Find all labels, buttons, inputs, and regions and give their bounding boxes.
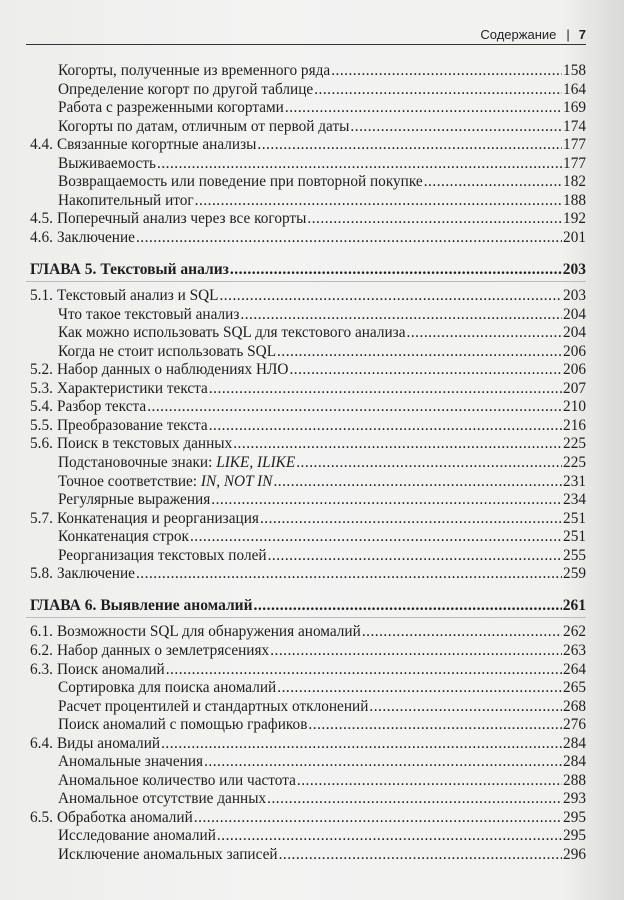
toc-page-number: 206 (563, 342, 586, 360)
toc-entry-number: 5.1. (30, 287, 53, 305)
toc-entry-title (58, 306, 239, 324)
toc-leader-dots (277, 343, 562, 361)
toc-entry (58, 155, 586, 173)
toc-leader-dots (407, 324, 563, 342)
toc-leader-dots (161, 735, 562, 753)
toc-entry-title-text: Текстовый анализ (100, 260, 229, 278)
toc-entry-title (58, 753, 203, 771)
toc-entry-title-text: Как можно использовать SQL для текстового анализа (58, 324, 406, 342)
toc-page-number: 262 (563, 623, 586, 641)
toc-entry-title-text: Набор данных о наблюдениях НЛО (56, 361, 289, 379)
toc-entry-number: 5.8. (30, 565, 53, 583)
toc-entry-title (58, 454, 295, 472)
toc-entry-number: 4.5. (30, 210, 53, 228)
toc-entry-title-text: Связанные когортные анализы (56, 136, 257, 154)
toc-entry-title (57, 435, 232, 453)
toc-leader-dots (257, 136, 562, 154)
toc-page-number: 251 (563, 509, 586, 527)
toc-entry-title-text: Поиск аномалий (56, 660, 165, 678)
toc-entry (58, 753, 586, 771)
toc-leader-dots (233, 435, 562, 453)
running-header (0, 0, 624, 46)
toc-entry (58, 62, 586, 80)
toc-entry (30, 510, 586, 528)
toc-page-number: 210 (563, 398, 586, 416)
toc-leader-dots (277, 679, 562, 697)
toc-page-number: 265 (563, 679, 586, 697)
toc-entry-title (58, 62, 330, 80)
toc-leader-dots (268, 547, 562, 565)
toc-entry-number: 6.1. (30, 623, 53, 641)
toc-entry (58, 192, 586, 210)
toc-entry-title (58, 528, 189, 546)
toc-page-number: 203 (563, 287, 586, 305)
toc-leader-dots (157, 155, 562, 173)
toc-entry-title (58, 81, 313, 99)
toc-entry-title (58, 790, 266, 808)
toc-leader-dots (279, 846, 562, 864)
toc-entry (58, 716, 586, 734)
toc-entry (30, 661, 586, 679)
toc-leader-dots (166, 661, 562, 679)
toc-leader-dots (424, 173, 562, 191)
toc-entry (30, 136, 586, 154)
toc-leader-dots (217, 827, 562, 845)
toc-page-number: 204 (563, 305, 586, 323)
toc-entry-title-text: Подстановочные знаки: (58, 454, 217, 471)
toc-page-number: 284 (563, 734, 586, 752)
toc-entry-title (58, 827, 216, 845)
toc-leader-dots (240, 306, 562, 324)
toc-leader-dots (270, 642, 562, 660)
toc-entry (30, 210, 586, 228)
toc-entry-title (57, 287, 219, 305)
toc-entry-title-text: Накопительный итог (58, 191, 194, 209)
toc-page-number: 174 (563, 117, 586, 135)
toc-page-number: 169 (563, 99, 586, 117)
toc-entry (30, 229, 586, 247)
toc-entry-number: ГЛАВА 5. (30, 260, 97, 278)
header-rule (26, 44, 586, 45)
chapter-divider (26, 281, 586, 282)
toc-leader-dots (273, 473, 562, 491)
toc-entry-title-text: Возможности SQL для обнаружения аномалий (56, 623, 361, 641)
toc-page-number: 177 (563, 136, 586, 154)
toc-page-number: 188 (563, 191, 586, 209)
header-text (480, 27, 586, 42)
toc-entry-title-text: Разбор текста (56, 398, 147, 416)
toc-entry-title (58, 192, 194, 210)
toc-leader-dots (219, 287, 562, 305)
toc-page-number: 295 (563, 827, 586, 845)
toc-entry (30, 809, 586, 827)
toc-entry-title (58, 173, 423, 191)
toc-leader-dots (314, 81, 562, 99)
toc-entry (58, 528, 586, 546)
toc-entry-title-text: Точное соответствие: (58, 472, 201, 490)
toc-entry (58, 846, 586, 864)
toc-leader-dots (190, 528, 562, 546)
toc-entry-title-text: Конкатенация и реорганизация (56, 509, 259, 527)
toc-entry-title (58, 155, 156, 173)
toc-entry-title-text: Что такое текстовый анализ (58, 305, 240, 323)
toc-page-number: 207 (563, 379, 586, 397)
toc-page-number: 225 (563, 454, 586, 471)
toc-entry-title (57, 661, 165, 679)
toc-entry-title (58, 118, 349, 136)
toc-entry-title-text: Аномальные значения (58, 753, 204, 771)
toc-entry-title-text: Регулярные выражения (58, 491, 211, 509)
toc-entry (58, 118, 586, 136)
toc-leader-dots (254, 597, 562, 615)
toc-page-number: 296 (563, 846, 586, 863)
toc-entry-title-text: Виды аномалий (56, 734, 161, 752)
toc-page-number: 225 (563, 435, 586, 453)
toc-entry-title-text: Характеристики текста (56, 379, 208, 397)
toc-entry-title (100, 261, 229, 279)
toc-leader-dots (296, 454, 562, 472)
toc-entry-title (58, 324, 406, 342)
toc-entry-number: 6.4. (30, 734, 53, 752)
toc-entry (30, 642, 586, 660)
toc-entry (30, 361, 586, 379)
toc-page-number: 263 (563, 641, 586, 659)
chapter-divider (26, 617, 586, 618)
toc-entry-title (57, 510, 259, 528)
toc-entry-number: 5.2. (30, 361, 53, 379)
toc-entry-title (57, 361, 289, 379)
toc-entry (58, 173, 586, 191)
toc-entry-title (57, 417, 208, 435)
toc-entry-title-text: Текстовый анализ и SQL (56, 287, 219, 305)
toc-entry-title (100, 597, 252, 615)
toc-entry-title (57, 623, 361, 641)
toc-leader-dots (136, 565, 562, 583)
toc-page-number: 268 (563, 697, 586, 715)
toc-page-number: 261 (562, 596, 586, 614)
toc-entry-title-text: Аномальное отсутствие данных (58, 790, 267, 808)
toc-entry (30, 417, 586, 435)
toc-entry-title-text: Аномальное количество или частота (58, 771, 296, 789)
toc-leader-dots (362, 623, 562, 641)
toc-page-number: 295 (563, 808, 586, 826)
header-page-number: 7 (578, 27, 586, 42)
toc-entry-number: 5.3. (30, 379, 53, 397)
toc-page-number: 158 (563, 62, 586, 79)
toc-page-number: 201 (563, 228, 586, 246)
toc-entry-title-text: Поиск в текстовых данных (56, 435, 233, 453)
toc-entry-title-text: Выявление аномалий (100, 596, 253, 614)
toc-entry-title (58, 772, 296, 790)
toc-entry (58, 454, 586, 472)
toc-entry-title-text: Возвращаемость или поведение при повторной покупке (58, 173, 423, 191)
toc-entry-title-text: Конкатенация строк (58, 528, 189, 546)
toc-leader-dots (289, 361, 562, 379)
toc-entry (30, 623, 586, 641)
toc-entry-number: 6.5. (30, 808, 53, 826)
toc-entry-title (57, 210, 306, 228)
toc-page-number: 293 (563, 790, 586, 808)
toc-leader-dots (194, 809, 562, 827)
toc-entry-title-text: Преобразование текста (56, 416, 208, 434)
toc-entry (30, 287, 586, 305)
toc-entry-number: 6.2. (30, 641, 53, 659)
toc-entry-title-text: Поперечный анализ через все когорты (56, 210, 307, 228)
toc-entry-title-text: Когда не стоит использовать SQL (58, 342, 277, 360)
toc-leader-dots (308, 716, 562, 734)
toc-entry-title-text: Заключение (56, 228, 135, 246)
toc-leader-dots (209, 380, 562, 398)
toc-entry-number: 5.7. (30, 509, 53, 527)
toc-entry (58, 698, 586, 716)
toc-entry-title (58, 679, 276, 697)
toc-page-number: 192 (563, 210, 586, 228)
toc-entry-title-text: Поиск аномалий с помощью графиков (58, 716, 308, 734)
toc-entry-title-text: Сортировка для поиска аномалий (58, 679, 277, 697)
toc-leader-dots (136, 229, 562, 247)
toc-leader-dots (297, 772, 562, 790)
toc-entry-number: 5.5. (30, 416, 53, 434)
toc-leader-dots (195, 192, 562, 210)
toc-chapter (30, 261, 586, 279)
toc-page-number: 276 (563, 716, 586, 734)
toc-entry (58, 772, 586, 790)
toc-entry-title (58, 343, 276, 361)
toc-entry-title (57, 735, 160, 753)
toc-entry (58, 99, 586, 117)
toc-page-number: 177 (563, 154, 586, 172)
toc-entry-number: ГЛАВА 6. (30, 596, 97, 614)
toc-page-number: 231 (563, 472, 586, 490)
toc-entry-title-text: Когорты по датам, отличным от первой даты (58, 117, 350, 135)
toc-entry-number: 5.4. (30, 398, 53, 416)
toc-page-number: 255 (563, 546, 586, 564)
toc-entry (30, 735, 586, 753)
toc-leader-dots (260, 510, 562, 528)
toc-leader-dots (147, 398, 562, 416)
toc-entry-title (58, 698, 368, 716)
toc-entry-title-text: Исключение аномальных записей (58, 846, 278, 863)
toc-entry-title-text: Обработка аномалий (56, 808, 193, 826)
toc-entry-title (57, 642, 269, 660)
toc-entry-number: 6.3. (30, 660, 53, 678)
toc-entry-title-text: Реорганизация текстовых полей (58, 546, 267, 564)
toc-page-number: 182 (563, 173, 586, 191)
toc-page-number: 204 (563, 324, 586, 342)
toc-entry (58, 324, 586, 342)
toc-leader-dots (350, 118, 562, 136)
toc-leader-dots (230, 261, 562, 279)
toc-entry-number: 5.6. (30, 435, 53, 453)
toc-page-number: 203 (562, 260, 586, 278)
toc-entry (58, 491, 586, 509)
toc-page-number: 251 (563, 528, 586, 546)
toc-page-number: 259 (563, 565, 586, 583)
toc-page-number: 288 (563, 771, 586, 789)
toc-page-number: 206 (563, 361, 586, 379)
toc-entry (58, 679, 586, 697)
toc-entry-title-text: Определение когорт по другой таблице (58, 80, 314, 98)
toc-entry-title (57, 565, 135, 583)
toc-entry-keywords: LIKE, ILIKE (216, 454, 296, 471)
toc-entry-number: 4.6. (30, 228, 53, 246)
toc-entry-number: 4.4. (30, 136, 53, 154)
toc-leader-dots (369, 698, 562, 716)
toc-entry-title-text: Исследование аномалий (58, 827, 216, 845)
toc-entry-title (58, 547, 267, 565)
toc-chapter (30, 597, 586, 615)
toc-leader-dots (204, 753, 562, 771)
toc-entry (58, 343, 586, 361)
toc-entry-title (57, 809, 193, 827)
toc-entry (30, 380, 586, 398)
toc-entry-title (57, 380, 208, 398)
toc-entry (58, 473, 586, 491)
header-separator: | (566, 27, 570, 42)
toc-entry (30, 398, 586, 416)
toc-page-number: 234 (563, 491, 586, 509)
toc-leader-dots (211, 491, 562, 509)
toc-leader-dots (267, 790, 562, 808)
toc-entry (58, 547, 586, 565)
toc-entry-keywords: IN, NOT IN (200, 472, 273, 490)
toc-entry-title-text: Заключение (56, 565, 135, 583)
toc-leader-dots (209, 417, 562, 435)
toc-entry-title (58, 473, 272, 491)
toc-entry-title (58, 716, 307, 734)
toc-entry-title-text: Расчет процентилей и стандартных отклонений (58, 697, 369, 715)
toc-entry-title (57, 229, 135, 247)
header-section-title: Содержание (480, 27, 557, 42)
toc-page-number: 264 (563, 660, 586, 678)
toc-entry-title-text: Работа с разреженными когортами (58, 99, 284, 117)
toc-entry-title-text: Выживаемость (58, 154, 156, 172)
toc-entry-title-text: Когорты, полученные из временного ряда (58, 62, 331, 79)
toc-entry (30, 435, 586, 453)
toc-page-number: 284 (563, 753, 586, 771)
toc-entry-title (57, 136, 256, 154)
toc-entry-title (57, 398, 146, 416)
toc-entry (58, 827, 586, 845)
toc-entry-title (58, 491, 210, 509)
toc-leader-dots (285, 99, 562, 117)
toc-leader-dots (331, 62, 562, 80)
toc-entry (58, 790, 586, 808)
toc-entry-title (58, 846, 278, 864)
toc-entry (58, 306, 586, 324)
toc-page-number: 164 (563, 80, 586, 98)
toc-entry-title-text: Набор данных о землетрясениях (56, 641, 270, 659)
toc-entry-title (58, 99, 284, 117)
toc-page-number: 216 (563, 416, 586, 434)
toc-leader-dots (307, 210, 562, 228)
toc-entry (58, 81, 586, 99)
toc-entry (30, 565, 586, 583)
